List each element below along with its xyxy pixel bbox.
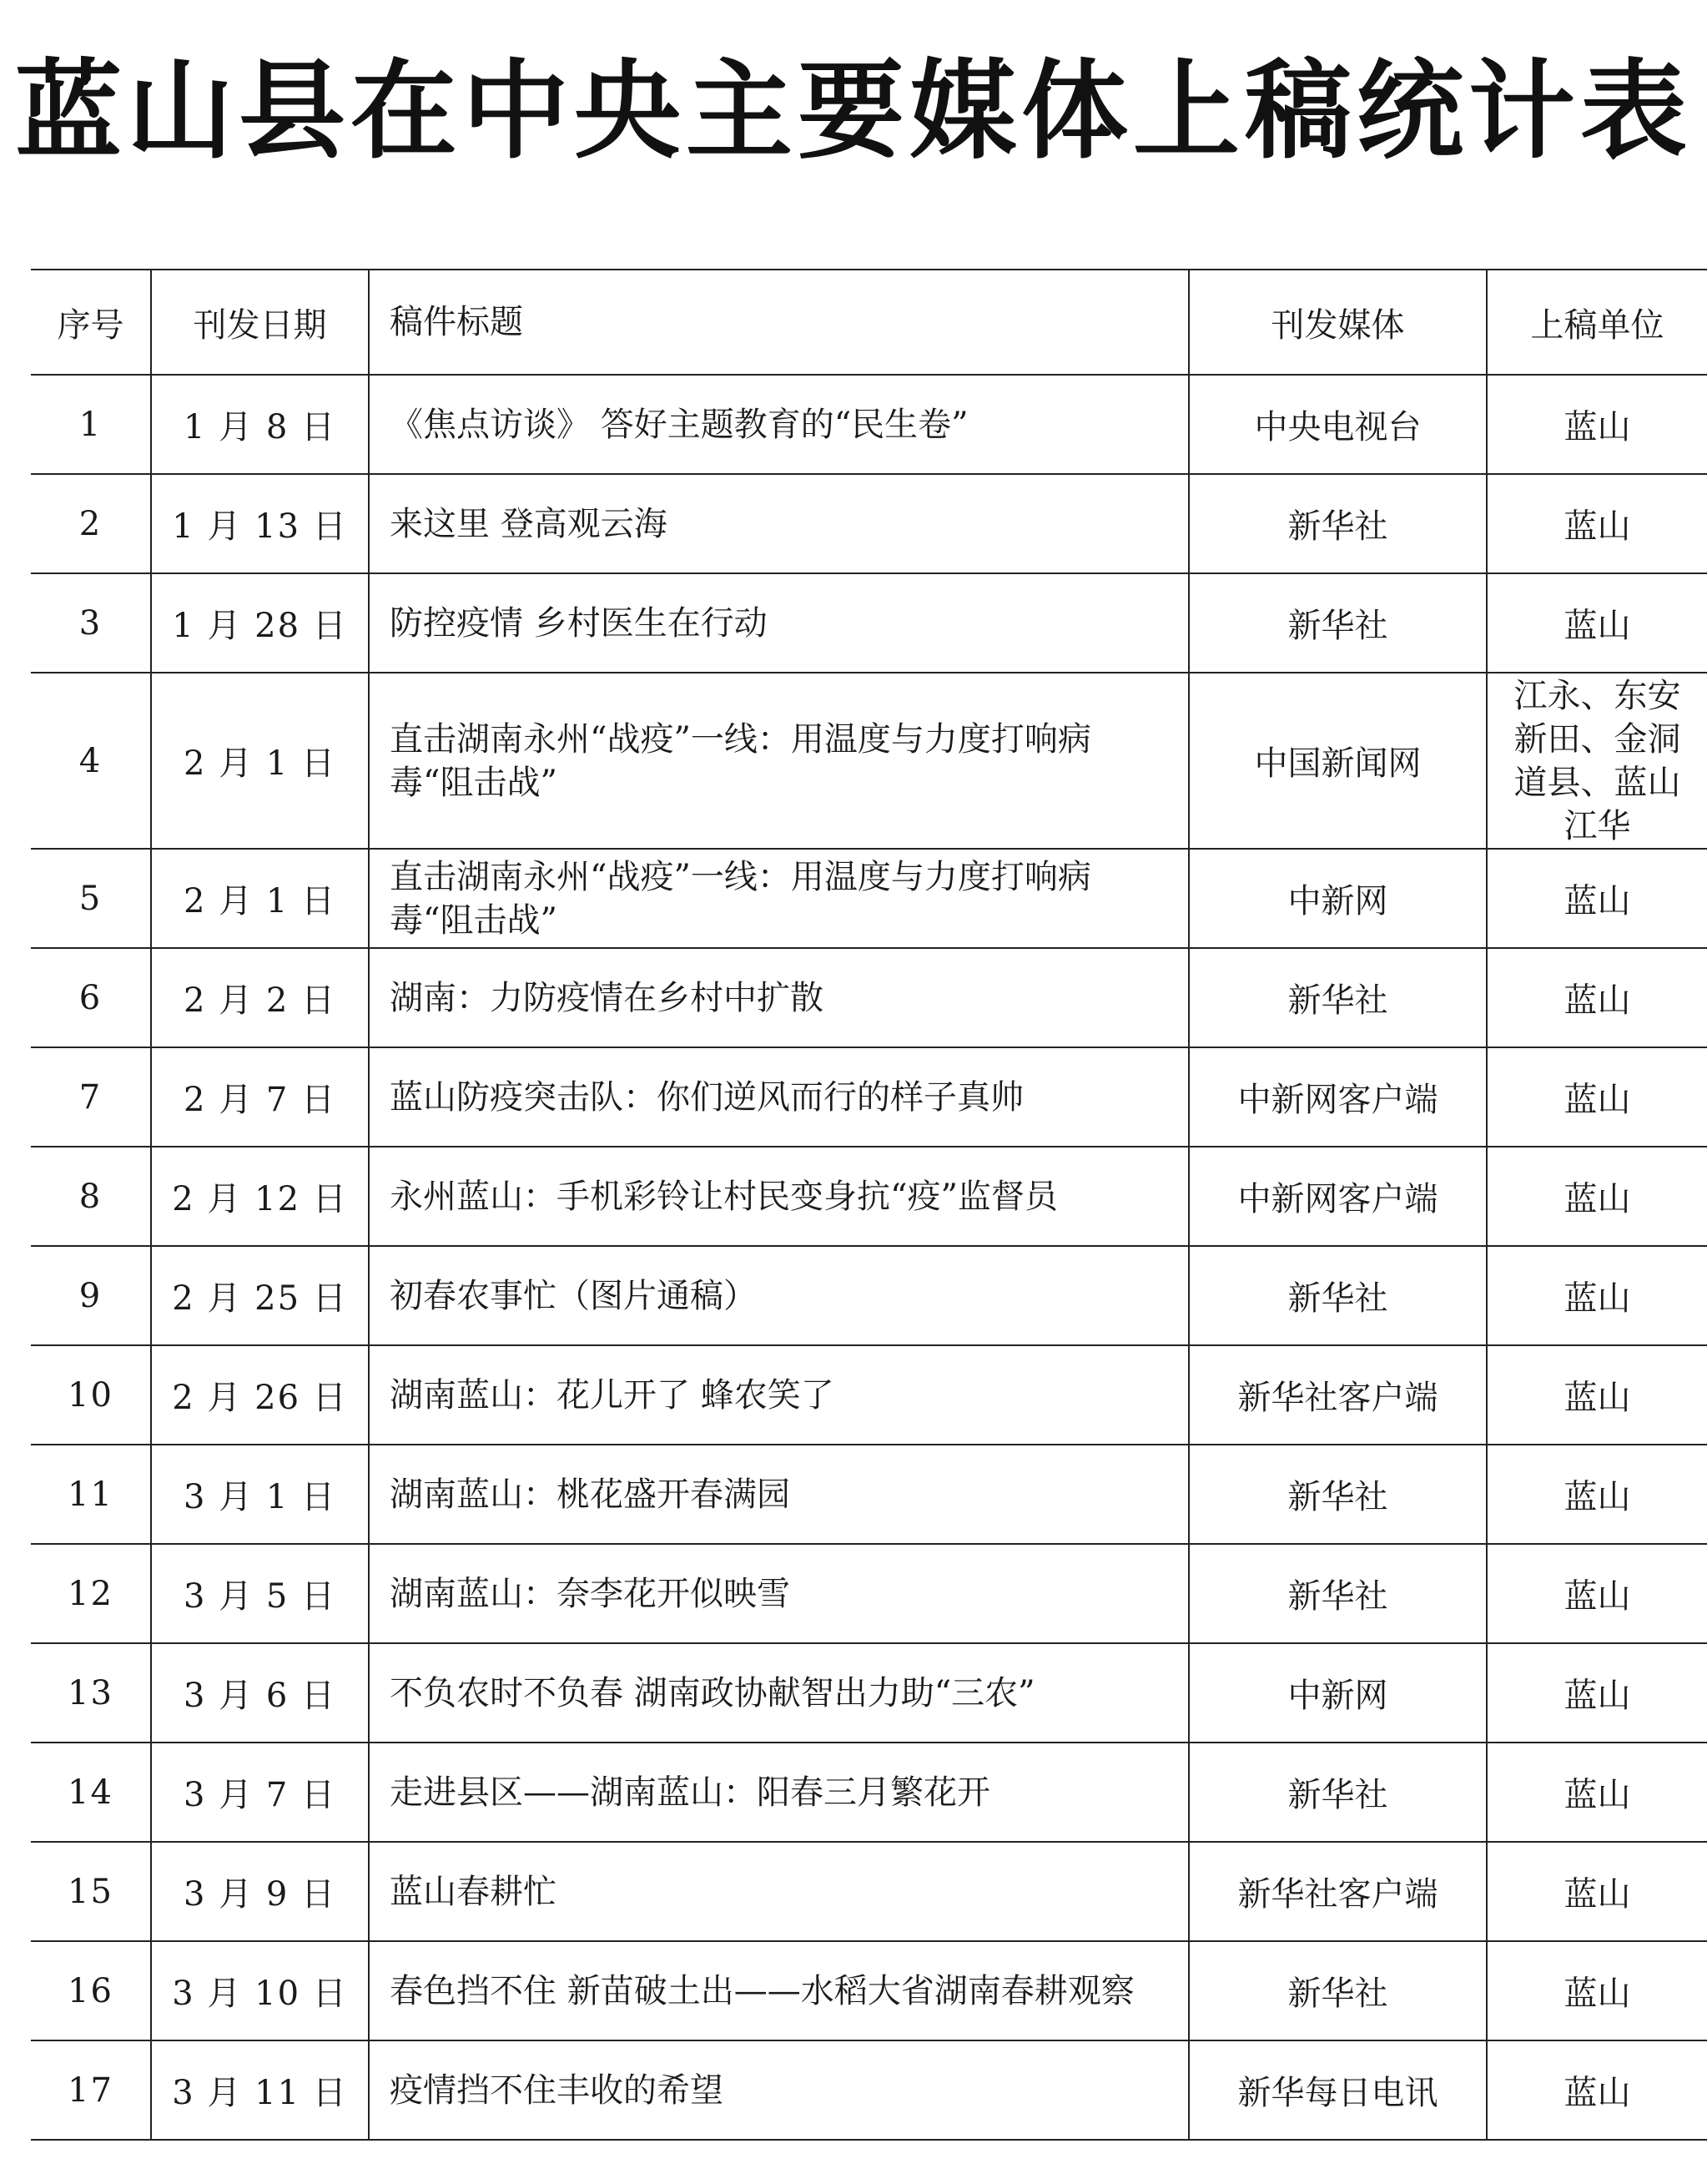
row-media: 中国新闻网 <box>1189 673 1487 849</box>
unit-line: 江永、东安 <box>1513 676 1681 715</box>
row-unit: 蓝山 <box>1487 1147 1707 1246</box>
unit-line: 道县、蓝山 <box>1513 763 1681 802</box>
row-media: 中新网客户端 <box>1189 1147 1487 1246</box>
row-index: 14 <box>31 1743 151 1842</box>
table-row <box>31 573 1707 673</box>
row-unit: 蓝山 <box>1487 1544 1707 1643</box>
column-header-media: 刊发媒体 <box>1189 270 1487 375</box>
row-headline: 直击湖南永州“战疫”一线：用温度与力度打响病毒“阻击战” <box>369 673 1189 849</box>
row-index: 1 <box>31 375 151 474</box>
row-unit: 蓝山 <box>1487 948 1707 1047</box>
column-header-unit: 上稿单位 <box>1487 270 1707 375</box>
row-media: 新华社 <box>1189 474 1487 573</box>
row-unit: 蓝山 <box>1487 849 1707 948</box>
table-row <box>31 1643 1707 1743</box>
row-media: 新华社客户端 <box>1189 1842 1487 1941</box>
row-headline: 走进县区——湖南蓝山：阳春三月繁花开 <box>369 1743 1189 1842</box>
row-media: 中央电视台 <box>1189 375 1487 474</box>
row-date: 3 月 11 日 <box>151 2040 369 2140</box>
row-media: 新华每日电讯 <box>1189 2040 1487 2140</box>
row-headline: 蓝山防疫突击队：你们逆风而行的样子真帅 <box>369 1047 1189 1147</box>
column-header-date: 刊发日期 <box>151 270 369 375</box>
row-unit: 蓝山 <box>1487 1047 1707 1147</box>
row-unit: 蓝山 <box>1487 1445 1707 1544</box>
row-unit: 蓝山 <box>1487 573 1707 673</box>
column-header-index: 序号 <box>31 270 151 375</box>
row-index: 16 <box>31 1941 151 2040</box>
table-row <box>31 1941 1707 2040</box>
row-headline: 湖南蓝山：桃花盛开春满园 <box>369 1445 1189 1544</box>
row-headline: 《焦点访谈》 答好主题教育的“民生卷” <box>369 375 1189 474</box>
row-headline: 疫情挡不住丰收的希望 <box>369 2040 1189 2140</box>
row-headline: 永州蓝山：手机彩铃让村民变身抗“疫”监督员 <box>369 1147 1189 1246</box>
row-unit: 蓝山 <box>1487 1345 1707 1445</box>
row-unit: 蓝山 <box>1487 2040 1707 2140</box>
row-date: 1 月 8 日 <box>151 375 369 474</box>
row-headline: 湖南：力防疫情在乡村中扩散 <box>369 948 1189 1047</box>
unit-line: 江华 <box>1563 806 1631 845</box>
row-index: 12 <box>31 1544 151 1643</box>
row-index: 13 <box>31 1643 151 1743</box>
row-index: 2 <box>31 474 151 573</box>
table-row <box>31 849 1707 948</box>
row-index: 17 <box>31 2040 151 2140</box>
row-date: 3 月 1 日 <box>151 1445 369 1544</box>
row-media: 新华社 <box>1189 948 1487 1047</box>
row-media: 中新网客户端 <box>1189 1047 1487 1147</box>
row-media: 新华社 <box>1189 1941 1487 2040</box>
table-row <box>31 1246 1707 1345</box>
table-row <box>31 375 1707 474</box>
row-headline: 防控疫情 乡村医生在行动 <box>369 573 1189 673</box>
row-index: 3 <box>31 573 151 673</box>
row-unit: 蓝山 <box>1487 1842 1707 1941</box>
table-row <box>31 1544 1707 1643</box>
row-headline: 初春农事忙（图片通稿） <box>369 1246 1189 1345</box>
row-index: 10 <box>31 1345 151 1445</box>
row-date: 1 月 13 日 <box>151 474 369 573</box>
table-row <box>31 673 1707 849</box>
row-date: 2 月 1 日 <box>151 673 369 849</box>
table-row <box>31 474 1707 573</box>
row-date: 2 月 7 日 <box>151 1047 369 1147</box>
row-media: 中新网 <box>1189 849 1487 948</box>
row-headline: 蓝山春耕忙 <box>369 1842 1189 1941</box>
row-unit: 蓝山 <box>1487 474 1707 573</box>
row-unit: 蓝山 <box>1487 1246 1707 1345</box>
row-headline: 来这里 登高观云海 <box>369 474 1189 573</box>
row-date: 2 月 26 日 <box>151 1345 369 1445</box>
row-index: 4 <box>31 673 151 849</box>
row-index: 5 <box>31 849 151 948</box>
row-unit: 蓝山 <box>1487 1743 1707 1842</box>
row-index: 9 <box>31 1246 151 1345</box>
row-date: 3 月 7 日 <box>151 1743 369 1842</box>
table-header-row <box>31 270 1707 375</box>
row-media: 中新网 <box>1189 1643 1487 1743</box>
table-row <box>31 1345 1707 1445</box>
row-media: 新华社 <box>1189 1743 1487 1842</box>
page-title: 蓝山县在中央主要媒体上稿统计表 <box>14 48 1692 174</box>
row-media: 新华社 <box>1189 1445 1487 1544</box>
row-headline: 不负农时不负春 湖南政协献智出力助“三农” <box>369 1643 1189 1743</box>
table-row <box>31 1445 1707 1544</box>
row-unit: 蓝山 <box>1487 1643 1707 1743</box>
row-media: 新华社 <box>1189 573 1487 673</box>
row-date: 3 月 6 日 <box>151 1643 369 1743</box>
row-index: 6 <box>31 948 151 1047</box>
row-date: 3 月 10 日 <box>151 1941 369 2040</box>
row-unit: 蓝山 <box>1487 375 1707 474</box>
row-index: 11 <box>31 1445 151 1544</box>
table-row <box>31 948 1707 1047</box>
row-date: 2 月 1 日 <box>151 849 369 948</box>
table-row <box>31 2040 1707 2140</box>
row-headline: 春色挡不住 新苗破土出——水稻大省湖南春耕观察 <box>369 1941 1189 2040</box>
row-unit: 蓝山 <box>1487 1941 1707 2040</box>
row-date: 3 月 9 日 <box>151 1842 369 1941</box>
row-date: 2 月 12 日 <box>151 1147 369 1246</box>
table-row <box>31 1147 1707 1246</box>
row-date: 3 月 5 日 <box>151 1544 369 1643</box>
row-media: 新华社 <box>1189 1246 1487 1345</box>
row-date: 2 月 25 日 <box>151 1246 369 1345</box>
unit-line: 新田、金洞 <box>1513 719 1681 759</box>
column-header-headline: 稿件标题 <box>369 270 1189 375</box>
row-index: 15 <box>31 1842 151 1941</box>
table-row <box>31 1842 1707 1941</box>
row-headline: 湖南蓝山：花儿开了 蜂农笑了 <box>369 1345 1189 1445</box>
row-headline: 直击湖南永州“战疫”一线：用温度与力度打响病毒“阻击战” <box>369 849 1189 948</box>
statistics-table <box>31 269 1707 2141</box>
row-index: 8 <box>31 1147 151 1246</box>
row-media: 新华社客户端 <box>1189 1345 1487 1445</box>
table-row <box>31 1743 1707 1842</box>
row-unit <box>1487 673 1707 849</box>
row-media: 新华社 <box>1189 1544 1487 1643</box>
row-date: 1 月 28 日 <box>151 573 369 673</box>
row-index: 7 <box>31 1047 151 1147</box>
row-date: 2 月 2 日 <box>151 948 369 1047</box>
row-headline: 湖南蓝山：奈李花开似映雪 <box>369 1544 1189 1643</box>
table-row <box>31 1047 1707 1147</box>
